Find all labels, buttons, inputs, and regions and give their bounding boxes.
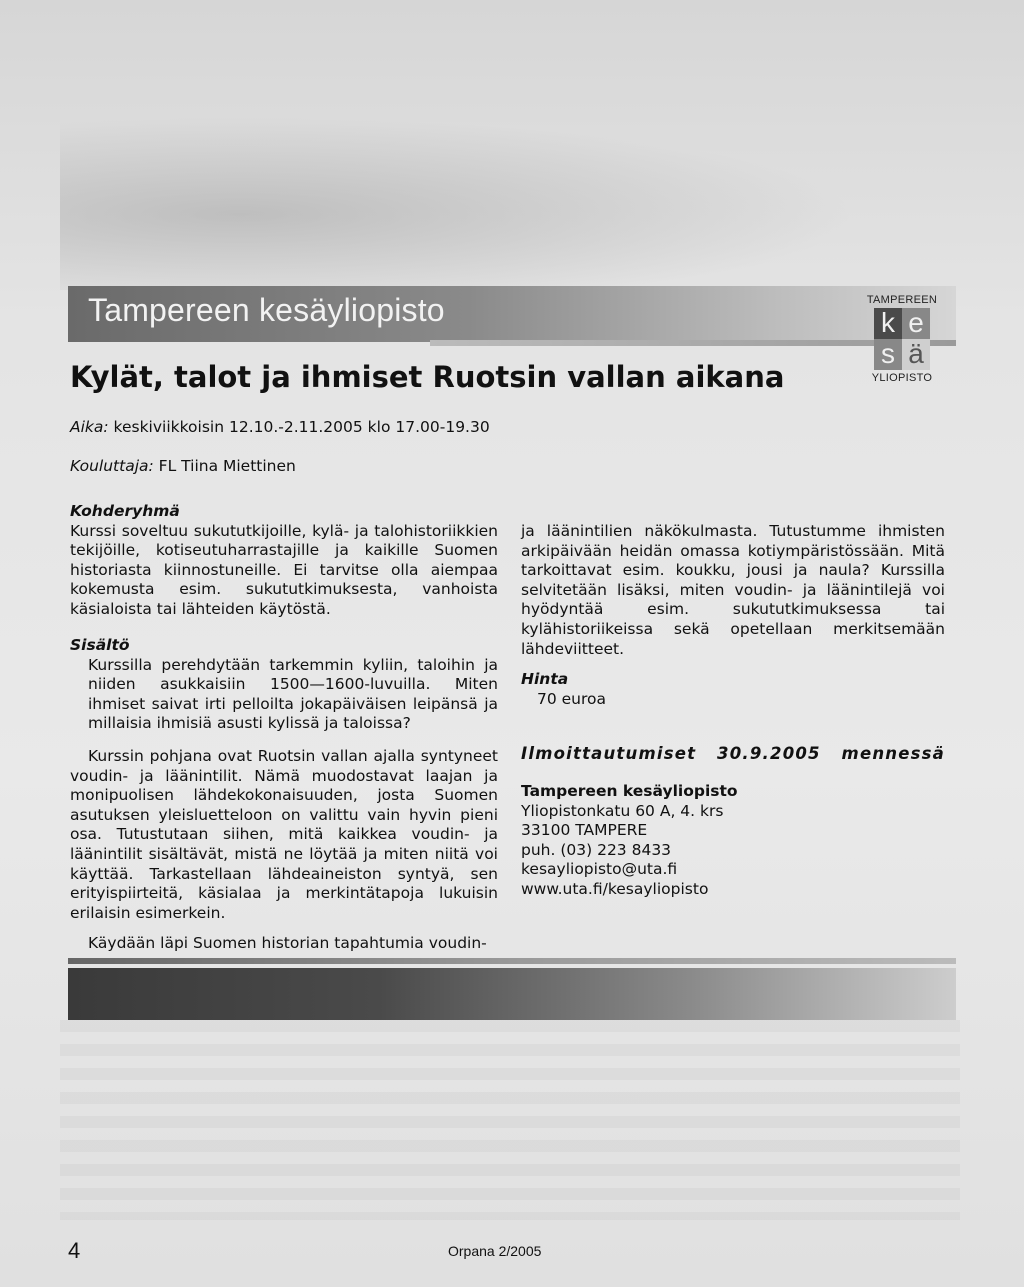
logo-letter: s (874, 339, 902, 370)
article-title: Kylät, talot ja ihmiset Ruotsin vallan aikana (70, 360, 785, 394)
contact-phone: puh. (03) 223 8433 (521, 840, 672, 859)
contact-address: Yliopistonkatu 60 A, 4. krs (521, 801, 724, 820)
registration-deadline (521, 744, 945, 763)
logo-letter: e (902, 308, 930, 339)
price-section (521, 670, 945, 709)
left-column-content (70, 636, 498, 734)
logo-letter-grid (874, 308, 930, 370)
target-group-text: Kurssi soveltuu sukututkijoille, kylä- ja talohistoriikkien tekijöille, kotiseutuharrastajille ja kaikille Suomen historiasta kiinnostuneille. Ei tarvitse olla aiempaa kokemusta esim. sukututkimuksesta, vanhoista käsialoista tai lähteiden käytöstä. (70, 521, 498, 618)
registration-label: Ilmoittautumiset (521, 744, 697, 763)
logo-top-text: TAMPEREEN (866, 294, 938, 306)
issue-label: Orpana 2/2005 (448, 1243, 542, 1259)
course-time-label: Aika: (70, 418, 109, 436)
right-column-continuation (521, 522, 945, 659)
course-time (70, 418, 490, 436)
course-instructor (70, 457, 296, 475)
sources-paragraph: Kurssin pohjana ovat Ruotsin vallan ajalla syntyneet voudin- ja läänintilit. Nämä muodostavat laajan ja monipuolisen lähdekokonaisuuden, josta Suomen asutuksen yleisluetteloon on valittu vain hyvin pieni osa. Tutustutaan siihen, mitä kaikkea voudin- ja läänintilit sisältävät, mistä ne löytää ja miten niitä voi käyttää. Tarkastellaan lähdeaineiston syntyä, sen erityispiirteitä, käsialaa ja merkintätapoja lukuisin erilaisin esimerkein. (70, 747, 498, 922)
left-column-target-group (70, 502, 498, 620)
course-instructor-label: Kouluttaja: (70, 457, 154, 475)
course-time-value: keskiviikkoisin 12.10.-2.11.2005 klo 17.00-19.30 (113, 418, 490, 436)
footer-rule (68, 958, 956, 964)
footer-band (68, 968, 956, 1020)
logo-letter: k (874, 308, 902, 339)
header-band (68, 286, 956, 342)
header-band-text: Tampereen kesäyliopisto (88, 292, 445, 328)
registration-date: 30.9.2005 (717, 744, 821, 763)
logo-letter: ä (902, 339, 930, 370)
left-column-paragraph (70, 747, 498, 923)
contact-city: 33100 TAMPERE (521, 821, 648, 840)
contact-website[interactable]: www.uta.fi/kesayliopisto (521, 879, 709, 898)
contact-block (521, 782, 945, 900)
price-value: 70 euroa (537, 689, 607, 708)
left-column-paragraph-3 (70, 934, 498, 954)
content-text: Kurssilla perehdytään tarkemmin kyliin, taloihin ja niiden asukkaisiin 1500—1600-luvuilla. Miten ihmiset saivat irti pelloilta jokapäiväisen leipänsä ja millaisia ihmisiä asusti kylissä ja taloissa? (88, 655, 498, 733)
bleed-through-shading-bottom (60, 1020, 960, 1220)
contact-email[interactable]: kesayliopisto@uta.fi (521, 860, 678, 879)
history-paragraph-end: ja läänintilien näkökulmasta. Tutustumme ihmisten arkipäivään heidän omassa kotiympäristössään. Mitä tarkoittavat esim. koukku, jousi ja naula? Kurssilla selvitetään lisäksi, miten voudin- ja läänintilejä voi hyödyntää esim. sukututkimuksessa tai kylähistoriikeissa sekä opetellaan merkitsemään lähdeviitteet. (521, 522, 945, 658)
course-instructor-value: FL Tiina Miettinen (158, 457, 296, 475)
history-paragraph-start: Käydään läpi Suomen historian tapahtumia voudin- (88, 934, 487, 952)
page-number: 4 (68, 1238, 81, 1263)
logo-bottom-text: YLIOPISTO (871, 372, 933, 384)
target-group-heading: Kohderyhmä (70, 502, 180, 520)
price-heading: Hinta (521, 670, 569, 688)
bleed-through-shading (60, 100, 960, 290)
registration-suffix: mennessä (841, 744, 945, 763)
kesayliopisto-logo (866, 292, 938, 388)
contact-organization: Tampereen kesäyliopisto (521, 782, 738, 800)
content-heading: Sisältö (70, 636, 130, 654)
